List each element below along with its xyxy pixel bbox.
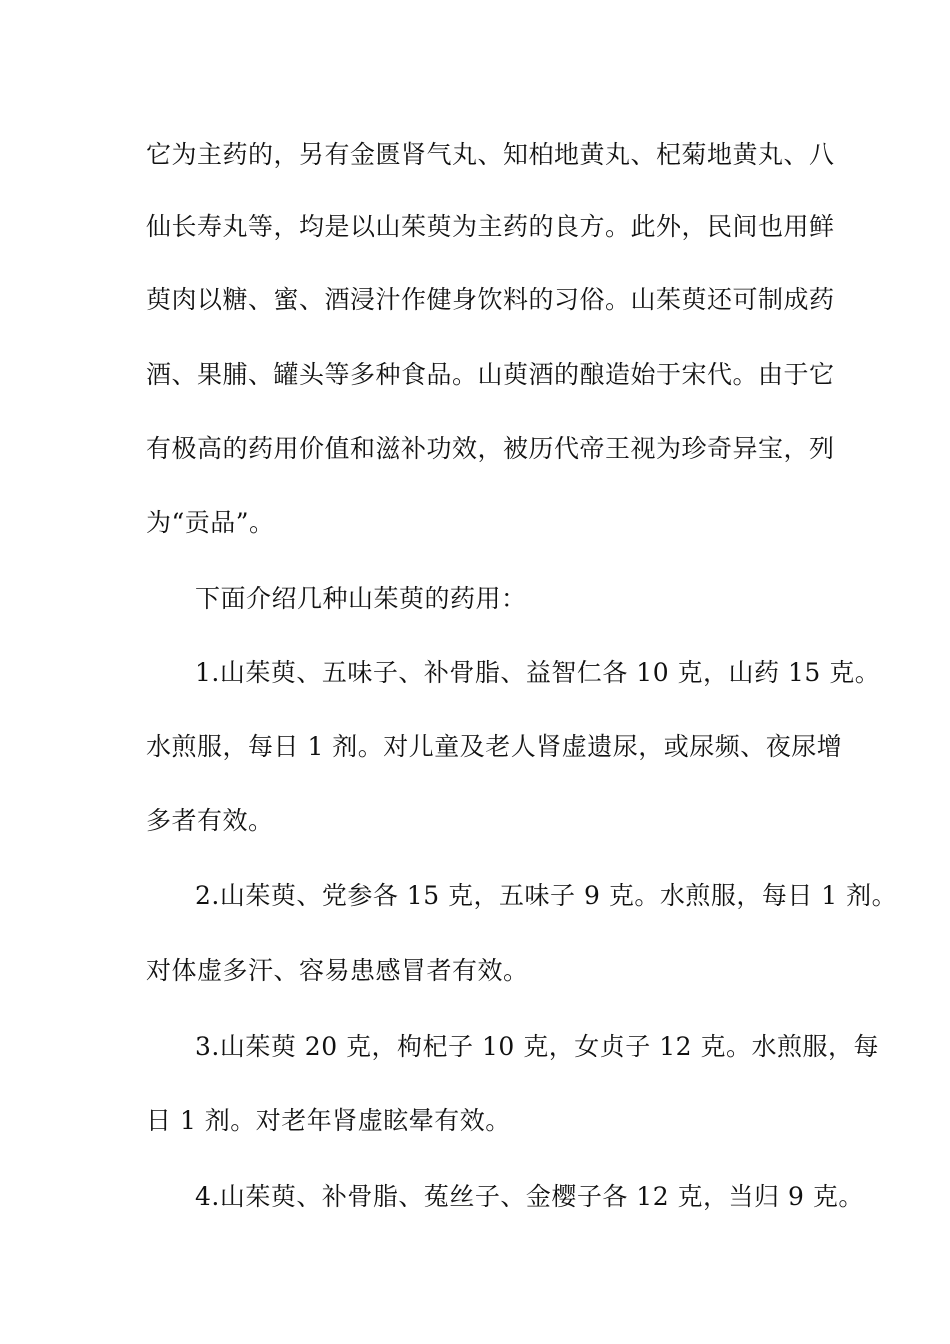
recipe-3-line: 日 1 剂。对老年肾虚眩晕有效。	[146, 1106, 511, 1135]
recipe-1-line: 多者有效。	[146, 806, 274, 835]
recipe-1-line: 水煎服，每日 1 剂。对儿童及老人肾虚遗尿，或尿频、夜尿增	[146, 732, 843, 761]
recipe-2-line: 对体虚多汗、容易患感冒者有效。	[146, 956, 529, 985]
paragraph-line: 为“贡品”。	[146, 508, 275, 537]
recipe-1-line: 1.山茱萸、五味子、补骨脂、益智仁各 10 克，山药 15 克。	[195, 658, 881, 687]
recipe-2-line: 2.山茱萸、党参各 15 克，五味子 9 克。水煎服，每日 1 剂。	[195, 881, 898, 910]
paragraph-line: 萸肉以糖、蜜、酒浸汁作健身饮料的习俗。山茱萸还可制成药	[146, 285, 835, 314]
paragraph-line: 酒、果脯、罐头等多种食品。山萸酒的酿造始于宋代。由于它	[146, 360, 835, 389]
recipe-4-line: 4.山茱萸、补骨脂、菟丝子、金樱子各 12 克，当归 9 克。	[195, 1182, 864, 1211]
paragraph-line: 它为主药的，另有金匮肾气丸、知柏地黄丸、杞菊地黄丸、八	[146, 140, 835, 169]
recipe-3-line: 3.山茱萸 20 克，枸杞子 10 克，女贞子 12 克。水煎服，每	[195, 1032, 879, 1061]
paragraph-line: 仙长寿丸等，均是以山茱萸为主药的良方。此外，民间也用鲜	[146, 212, 835, 241]
paragraph-line: 有极高的药用价值和滋补功效，被历代帝王视为珍奇异宝，列	[146, 434, 835, 463]
section-intro-line: 下面介绍几种山茱萸的药用：	[195, 584, 527, 613]
